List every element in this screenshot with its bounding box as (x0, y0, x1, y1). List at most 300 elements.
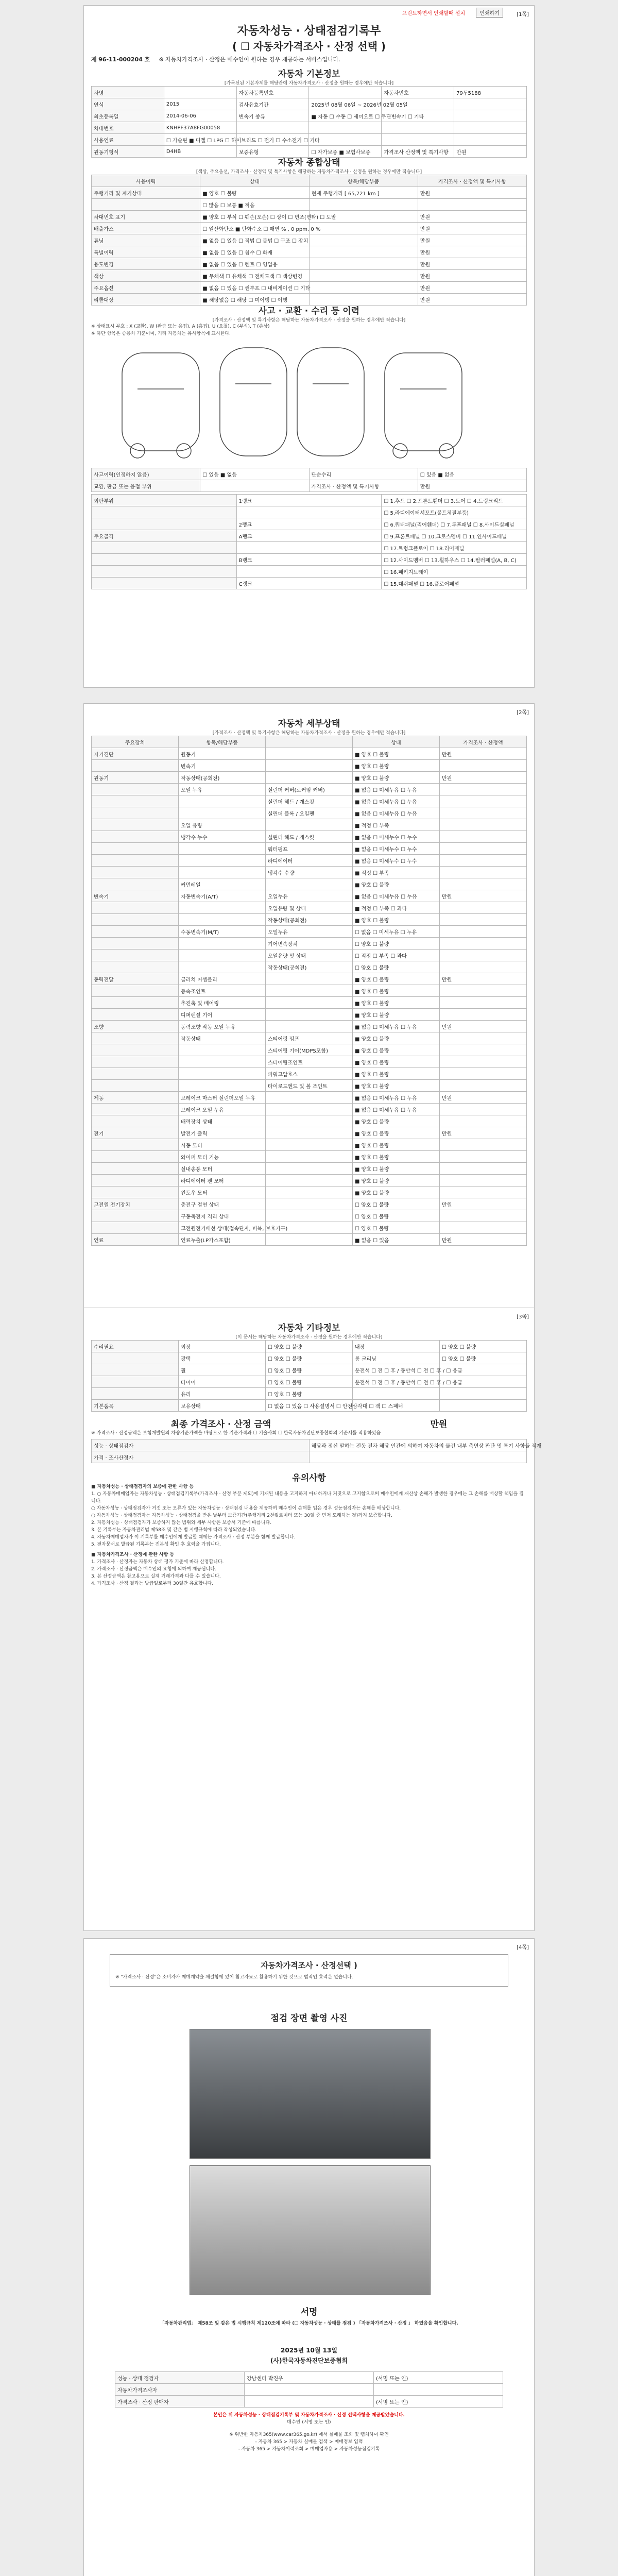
price-selection-notice: ※ "가격조사 · 산정"은 소비자가 매매계약을 체결함에 있어 참고자료로 활용하기 위한 것으로 법적인 효력은 없습니다. (115, 1975, 353, 1980)
table-cell (309, 87, 382, 98)
table-cell (92, 1139, 179, 1151)
table-cell (309, 223, 418, 234)
page-number: [2쪽] (517, 710, 529, 716)
table-cell: C랭크 (236, 578, 382, 589)
table-cell: 작동상태 (179, 1032, 266, 1044)
table-header: 상태 (353, 736, 440, 748)
table-row (92, 223, 527, 234)
table-row (92, 950, 527, 961)
table-cell (266, 1163, 353, 1175)
table-cell (200, 480, 309, 492)
table-cell: ■ 양호 ☐ 불량 (353, 973, 440, 985)
table-cell: ■ 양호 ☐ 불량 (353, 760, 440, 772)
table-cell (92, 566, 237, 578)
table-cell (309, 282, 418, 294)
table-row (92, 495, 527, 506)
table-cell: 2014-06-06 (164, 110, 236, 122)
table-cell (92, 1056, 179, 1068)
table-cell (440, 855, 527, 867)
table-cell: 오일유량 및 상태 (266, 950, 353, 961)
table-cell: 원동기형식 (92, 146, 164, 158)
table-cell (236, 566, 382, 578)
table-cell: 클러치 어셈블리 (179, 973, 266, 985)
table-cell: ■ 무채색 ☐ 유채색 ☐ 전체도색 ☐ 색상변경 (200, 270, 309, 282)
table-cell: ■ 양호 ☐ 불량 (353, 1163, 440, 1175)
table-cell: ■ 양호 ☐ 불량 (353, 1139, 440, 1151)
table-row (92, 134, 527, 146)
table-cell: 라디에이터 (266, 855, 353, 867)
print-button[interactable]: 인쇄하기 (476, 8, 503, 18)
table-cell: ■ 양호 ☐ 불량 (353, 1032, 440, 1044)
other-info-subtitle: [이 문서는 해당하는 자동차가격조사 · 산정을 원하는 경우에만 적습니다] (235, 1335, 383, 1340)
table-cell: ■ 양호 ☐ 불량 (353, 914, 440, 926)
table-cell (92, 867, 179, 878)
table-row (92, 480, 527, 492)
page-number: [4쪽] (517, 1945, 529, 1951)
table-cell: 만원 (440, 1234, 527, 1246)
final-price-note: ※ 가격조사 · 산정금액은 보험개발원의 차량기준가액을 바탕으로 한 기준가격과 ☐ 기술사회 ☐ 한국자동차진단보증협회의 기준서를 적용하였음 (91, 1431, 381, 1436)
caution-title: 유의사항 (292, 1473, 326, 1483)
table-row (115, 2384, 503, 2396)
table-cell: 외판부위 (92, 495, 237, 506)
table-row (92, 748, 527, 760)
table-cell: 만원 (440, 772, 527, 784)
table-cell: ■ 양호 ☐ 불량 (353, 772, 440, 784)
table-cell: ☐ 양호 ☐ 불량 (353, 961, 440, 973)
table-cell: ■ 없음 ☐ 미세누수 ☐ 누수 (353, 855, 440, 867)
table-cell: 만원 (440, 1198, 527, 1210)
table-cell: 만원 (418, 187, 526, 199)
table-cell: 실린더 헤드 / 개스킷 (266, 831, 353, 843)
table-cell: 성능 · 상태 점검자 (115, 2372, 245, 2384)
table-cell (418, 199, 526, 211)
table-row (92, 938, 527, 950)
table-cell (92, 902, 179, 914)
car-side-right (297, 348, 364, 456)
table-cell: 와이퍼 모터 기능 (179, 1151, 266, 1163)
table-cell: 스티어링 펌프 (266, 1032, 353, 1044)
table-cell (92, 1009, 179, 1021)
table-cell: 기어변속장치 (266, 938, 353, 950)
record-page-4 (83, 1938, 535, 2576)
table-cell: ■ 양호 ☐ 불량 (353, 748, 440, 760)
table-cell: 내장 (353, 1341, 440, 1352)
document-number-line: 제 96-11-000204 호 ※ 자동차가격조사 · 산정은 매수인이 원하는 경우 제공하는 서비스입니다. (91, 56, 340, 63)
table-cell (236, 122, 309, 134)
car-front-view (122, 353, 199, 451)
table-cell (266, 819, 353, 831)
table-cell (266, 1175, 353, 1187)
table-cell (92, 1163, 179, 1175)
table-cell (92, 795, 179, 807)
table-cell: ■ 양호 ☐ 불량 (200, 187, 309, 199)
table-cell: 가격 · 조사산정자 (92, 1451, 310, 1463)
table-cell: 타이어 (179, 1376, 266, 1388)
table-cell (266, 1104, 353, 1115)
table-cell: B랭크 (236, 554, 382, 566)
table-cell: 만원 (440, 1092, 527, 1104)
table-cell: ☐ 양호 ☐ 불량 (353, 1222, 440, 1234)
table-cell: 주요골격 (92, 530, 237, 542)
table-cell (92, 831, 179, 843)
list-item: 2. 가격조사 · 산정금액은 매수인의 요청에 의하여 제공됩니다. (91, 1567, 216, 1572)
table-row (92, 760, 527, 772)
table-cell (440, 997, 527, 1009)
table-cell: 가격조사 산정액 및 특기사항 (382, 146, 454, 158)
table-cell (92, 843, 179, 855)
basic-info-table (91, 86, 527, 158)
table-cell: 브레이크 오일 누유 (179, 1104, 266, 1115)
table-cell (92, 506, 237, 518)
table-row (92, 807, 527, 819)
table-cell (92, 938, 179, 950)
list-item: - 자동차 365 > 자동차 실매물 검색 > 매매정보 입력 (255, 2439, 363, 2445)
list-item: 5. 전자문서로 발급된 기록부는 진본성 확인 후 효력을 가집니다. (91, 1542, 221, 1547)
table-cell: 용도변경 (92, 258, 200, 270)
table-cell: (서명 또는 인) (374, 2396, 503, 2408)
record-page-2 (83, 703, 535, 1360)
table-cell: ☐ 있음 ■ 없음 (200, 468, 309, 480)
table-cell (440, 784, 527, 795)
document-note: ※ 자동차가격조사 · 산정은 매수인이 원하는 경우 제공하는 서비스입니다. (159, 56, 340, 63)
receiver-statement: 본인은 위 자동차성능 · 상태점검기록부 및 자동차가격조사 · 산정 선택사항을 제공받았습니다. (213, 2413, 405, 2418)
detail-status-title: 자동차 세부상태 (278, 719, 340, 729)
table-row (92, 1364, 527, 1376)
table-cell: 사용연료 (92, 134, 164, 146)
table-cell: 만원 (440, 748, 527, 760)
table-cell: ☐ 일산화탄소 ■ 탄화수소 ☐ 매연 % , 0 ppm, 0 % (200, 223, 309, 234)
table-row (92, 1104, 527, 1115)
list-item: 3. 본 기록부는 자동차관리법 제58조 및 같은 법 시행규칙에 따라 작성되었습니다. (91, 1528, 257, 1533)
table-cell (440, 1388, 527, 1400)
table-cell: ■ 양호 ☐ 불량 (353, 1187, 440, 1198)
table-cell: 오일 누유 (179, 784, 266, 795)
table-cell: 조향 (92, 1021, 179, 1032)
final-price-title: 최종 가격조사 · 산정 금액 (170, 1419, 271, 1430)
caution-1-list (91, 1490, 527, 1548)
table-row (92, 1068, 527, 1080)
table-row (92, 554, 527, 566)
signature-table (115, 2371, 503, 2408)
page-number: [3쪽] (517, 1314, 529, 1320)
table-cell: ☐ 9.프론트패널 ☐ 10.크로스멤버 ☐ 11.인사이드패널 (382, 530, 527, 542)
table-cell (440, 1210, 527, 1222)
table-cell: ☐ 5.라디에이터서포트(볼트체결부품) (382, 506, 527, 518)
table-cell: ☐ 있음 ■ 없음 (418, 468, 526, 480)
table-row (92, 997, 527, 1009)
table-row (92, 1115, 527, 1127)
table-cell (92, 1376, 179, 1388)
document-title: 자동차성능 · 상태점검기록부 (237, 25, 381, 38)
signature-date: 2025년 10월 13일 (281, 2347, 337, 2354)
table-cell (179, 961, 266, 973)
table-cell: 자기진단 (92, 748, 179, 760)
table-row (92, 1092, 527, 1104)
table-cell: 만원 (418, 223, 526, 234)
other-info-title: 자동차 기타정보 (278, 1323, 340, 1333)
table-cell: 스티어링 기어(MDPS포함) (266, 1044, 353, 1056)
record-page-3 (83, 1308, 542, 1931)
table-cell: 만원 (418, 211, 526, 223)
table-cell (92, 760, 179, 772)
table-cell (92, 807, 179, 819)
table-cell (266, 760, 353, 772)
table-cell: 변속기 종류 (236, 110, 309, 122)
table-cell (440, 795, 527, 807)
table-cell: 작동상태(공회전) (266, 914, 353, 926)
table-cell: 구동축전지 격리 상태 (179, 1210, 266, 1222)
table-row (92, 1439, 527, 1451)
table-cell: ■ 없음 ☐ 미세누유 ☐ 누유 (353, 784, 440, 795)
table-cell: 디퍼렌셜 기어 (179, 1009, 266, 1021)
table-cell: 2025년 08월 06일 ~ 2026년 02월 05일 (309, 98, 382, 110)
table-row (92, 87, 527, 98)
table-cell: 작동상태(공회전) (266, 961, 353, 973)
table-cell (454, 110, 527, 122)
table-cell: 추진축 및 베어링 (179, 997, 266, 1009)
table-cell: ☐ 양호 ☐ 불량 (266, 1388, 353, 1400)
list-item: 4. 가격조사 · 산정 결과는 발급일로부터 30일간 유효합니다. (91, 1581, 214, 1586)
table-cell: 특별이력 (92, 246, 200, 258)
list-item: 2. 자동차성능 · 상태점검자가 보증하지 않는 범위와 세부 사항은 보증서 기준에 따릅니다. (91, 1520, 272, 1526)
table-cell: 보증유형 (236, 146, 309, 158)
table-header: 가격조사 · 산정액 (440, 736, 527, 748)
table-cell: 충전구 절연 상태 (179, 1198, 266, 1210)
list-item: 1. 가격조사 · 산정자는 자동차 상태 평가 기준에 따라 산정합니다. (91, 1560, 224, 1565)
table-cell (309, 122, 382, 134)
photo-section-title: 점검 장면 촬영 사진 (270, 2013, 348, 2024)
table-cell: 만원 (418, 246, 526, 258)
list-item: 3. 본 산정금액은 참고용으로 실제 거래가격과 다를 수 있습니다. (91, 1574, 221, 1579)
table-row (92, 1021, 527, 1032)
table-cell (440, 867, 527, 878)
table-row (92, 1032, 527, 1044)
table-cell: 보유상태 (179, 1400, 266, 1412)
table-cell: ☐ 양호 ☐ 불량 (353, 1210, 440, 1222)
table-row (92, 1127, 527, 1139)
table-cell (92, 1364, 179, 1376)
table-cell (440, 914, 527, 926)
table-cell: 만원 (418, 282, 526, 294)
table-cell: 등속조인트 (179, 985, 266, 997)
final-price-row (91, 1417, 527, 1430)
accident-history-subtitle: [가격조사 · 산정액 및 특기사항은 해당하는 자동차가격조사 · 산정을 원하는 경우에만 적습니다] (212, 318, 406, 323)
table-cell (374, 2384, 503, 2396)
print-note: 프린트하면서 인쇄할때 설치 (402, 11, 466, 16)
table-cell (92, 961, 179, 973)
table-header: 가격조사 · 산정액 및 특기사항 (418, 175, 526, 187)
table-cell: 휠 (179, 1364, 266, 1376)
table-cell: ■ 없음 ☐ 미세누유 ☐ 누유 (353, 1021, 440, 1032)
table-cell: 만원 (418, 294, 526, 306)
table-cell (92, 985, 179, 997)
table-cell: ☐ 적정 ☐ 부족 ☐ 과다 (353, 950, 440, 961)
table-cell (266, 1009, 353, 1021)
table-cell: ■ 양호 ☐ 불량 (353, 878, 440, 890)
table-cell (266, 1021, 353, 1032)
table-cell: 만원 (418, 234, 526, 246)
table-cell (440, 1044, 527, 1056)
print-bar (402, 8, 503, 18)
table-cell (179, 867, 266, 878)
table-cell (92, 1080, 179, 1092)
table-cell (440, 1080, 527, 1092)
table-cell: 외장 (179, 1341, 266, 1352)
table-cell (179, 855, 266, 867)
table-cell (266, 973, 353, 985)
table-cell (440, 1163, 527, 1175)
table-cell: 전기 (92, 1127, 179, 1139)
table-cell: 시동 모터 (179, 1139, 266, 1151)
table-cell: 기본품목 (92, 1400, 179, 1412)
table-cell: ☐ 1.후드 ☐ 2.프론트휀더 ☐ 3.도어 ☐ 4.트렁크리드 (382, 495, 527, 506)
table-row (92, 282, 527, 294)
table-cell: 원동기 (179, 748, 266, 760)
table-cell (440, 807, 527, 819)
table-cell: 타이로드엔드 및 볼 조인트 (266, 1080, 353, 1092)
table-cell: 사고이력(인정하지 않음) (92, 468, 200, 480)
table-cell (179, 938, 266, 950)
table-row (92, 1234, 527, 1246)
table-cell: 파워고압호스 (266, 1068, 353, 1080)
table-cell (179, 1056, 266, 1068)
table-cell: ☐ 양호 ☐ 불량 (266, 1341, 353, 1352)
table-cell: 리콜대상 (92, 294, 200, 306)
table-cell: ■ 양호 ☐ 불량 (353, 1115, 440, 1127)
table-cell (179, 902, 266, 914)
table-cell: ■ 적정 ☐ 부족 (353, 867, 440, 878)
table-cell: 현재 주행거리 [ 65,721 km ] (309, 187, 418, 199)
table-cell: 연료누출(LP가스포함) (179, 1234, 266, 1246)
table-row (92, 234, 527, 246)
table-cell: ■ 없음 ☐ 있음 ☐ 적법 ☐ 불법 ☐ 구조 ☐ 장치 (200, 234, 309, 246)
table-header: 상태 (200, 175, 309, 187)
table-cell: ☐ 없음 ☐ 있음 ☐ 사용설명서 ☐ 안전삼각대 ☐ 잭 ☐ 스패너 (266, 1400, 353, 1412)
table-cell: 운전석 ☐ 전 ☐ 후 / 동반석 ☐ 전 ☐ 후 / ☐ 응급 (353, 1376, 440, 1388)
table-row (92, 914, 527, 926)
accident-legend-2: ※ 하단 항목은 승용차 기준이며, 기타 자동차는 유사항목에 표시한다. (91, 331, 231, 336)
table-row (92, 566, 527, 578)
table-cell: ☐ 자가보증 ■ 보험사보증 (309, 146, 382, 158)
table-cell: 자동차가격조사자 (115, 2384, 245, 2396)
table-cell: ☐ 양호 ☐ 불량 (353, 1198, 440, 1210)
table-cell: ☐ 없음 ☐ 미세누유 ☐ 누유 (353, 926, 440, 938)
table-cell (440, 1032, 527, 1044)
table-cell (440, 878, 527, 890)
table-cell (266, 1198, 353, 1210)
table-cell: ☐ 양호 ☐ 불량 (266, 1376, 353, 1388)
accident-legend: ※ 상태표시 부호 : X (교환), W (판금 또는 용접), A (흠집), U (요철), C (부식), T (손상) (91, 324, 270, 329)
table-cell (92, 1104, 179, 1115)
table-cell (92, 926, 179, 938)
table-cell: ☐ 양호 ☐ 불량 (440, 1341, 527, 1352)
final-price-unit: 만원 (430, 1419, 448, 1430)
table-cell (309, 270, 418, 282)
table-cell (440, 1139, 527, 1151)
table-cell: ☐ 많음 ☐ 보통 ■ 적음 (200, 199, 309, 211)
table-cell (440, 902, 527, 914)
table-cell: 배력장치 상태 (179, 1115, 266, 1127)
table-row (92, 270, 527, 282)
table-cell: 최초등록일 (92, 110, 164, 122)
price-selection-title: 자동차가격조사 · 산정선택 ) (261, 1961, 357, 1970)
table-cell (92, 578, 237, 589)
list-item: 4. 자동차매매업자가 이 기록부를 매수인에게 발급할 때에는 가격조사 · 산정 부분을 함께 발급합니다. (91, 1535, 296, 1540)
table-cell (92, 950, 179, 961)
table-cell: 윈도우 모터 (179, 1187, 266, 1198)
table-cell (92, 1388, 179, 1400)
table-cell: KNHPF37A8FG00058 (164, 122, 236, 134)
table-cell: 만원 (440, 973, 527, 985)
overall-status-subtitle: [색상, 주요옵션, 가격조사 · 산정액 및 특기사항은 해당하는 자동차가격조사 · 산정을 원하는 경우에만 적습니다] (196, 170, 422, 175)
table-cell (92, 1352, 179, 1364)
table-cell: ■ 없음 ☐ 미세누유 ☐ 누유 (353, 795, 440, 807)
table-cell: 2015 (164, 98, 236, 110)
table-cell: ■ 없음 ☐ 미세누유 ☐ 누유 (353, 890, 440, 902)
table-row (92, 187, 527, 199)
table-cell: ■ 없음 ☐ 있음 ☐ 썬루프 ☐ 내비게이션 ☐ 기타 (200, 282, 309, 294)
table-cell: 작동상태(공회전) (179, 772, 266, 784)
table-cell: 연료 (92, 1234, 179, 1246)
table-cell: 1랭크 (236, 495, 382, 506)
list-item: ○ 자동차성능 · 상태점검자가 거짓 또는 오류가 있는 자동차성능 · 상태점검 내용을 제공하여 매수인이 손해를 입은 경우 성능점검자는 손해를 배상합니다. (91, 1506, 401, 1511)
table-cell (92, 1044, 179, 1056)
table-cell (440, 1056, 527, 1068)
table-cell (353, 1388, 440, 1400)
table-cell: 룸 크리닝 (353, 1352, 440, 1364)
table-cell (236, 506, 382, 518)
table-cell (309, 258, 418, 270)
table-cell: ■ 양호 ☐ 불량 (353, 997, 440, 1009)
table-cell: ■ 없음 ☐ 미세누유 ☐ 누유 (353, 807, 440, 819)
detail-status-table (91, 736, 527, 1246)
table-cell: 동력조향 작동 오일 누유 (179, 1021, 266, 1032)
table-header: 사용이력 (92, 175, 200, 187)
table-row (92, 1187, 527, 1198)
table-cell: 변속기 (179, 760, 266, 772)
other-info-table (91, 1340, 527, 1412)
table-cell: ■ 양호 ☐ 불량 (353, 1068, 440, 1080)
table-cell: 냉각수 수량 (266, 867, 353, 878)
table-cell: 제동 (92, 1092, 179, 1104)
table-cell (266, 878, 353, 890)
table-cell: 배출가스 (92, 223, 200, 234)
table-cell (454, 98, 527, 110)
table-row (92, 542, 527, 554)
table-cell: 유리 (179, 1388, 266, 1400)
table-cell (382, 122, 454, 134)
table-cell (92, 1210, 179, 1222)
car-rear-view (385, 353, 462, 451)
table-cell (309, 234, 418, 246)
table-row (92, 843, 527, 855)
table-row (92, 506, 527, 518)
table-cell (92, 1032, 179, 1044)
table-cell: 2랭크 (236, 518, 382, 530)
table-row (92, 784, 527, 795)
table-cell: 오일누유 (266, 926, 353, 938)
table-cell (179, 1080, 266, 1092)
table-cell: 수리필요 (92, 1341, 179, 1352)
table-cell: ■ 양호 ☐ 불량 (353, 1009, 440, 1021)
table-cell (440, 1222, 527, 1234)
table-cell: ■ 없음 ☐ 미세누유 ☐ 누유 (353, 1092, 440, 1104)
table-cell (92, 855, 179, 867)
basic-info-subtitle: [가목선된 기본자체를 해당란에 자동차가격조사 · 산정을 원하는 경우에만 적습니다] (224, 81, 394, 86)
table-cell: 스티어링조인트 (266, 1056, 353, 1068)
table-row (92, 1163, 527, 1175)
table-cell: ■ 양호 ☐ 불량 (353, 1127, 440, 1139)
